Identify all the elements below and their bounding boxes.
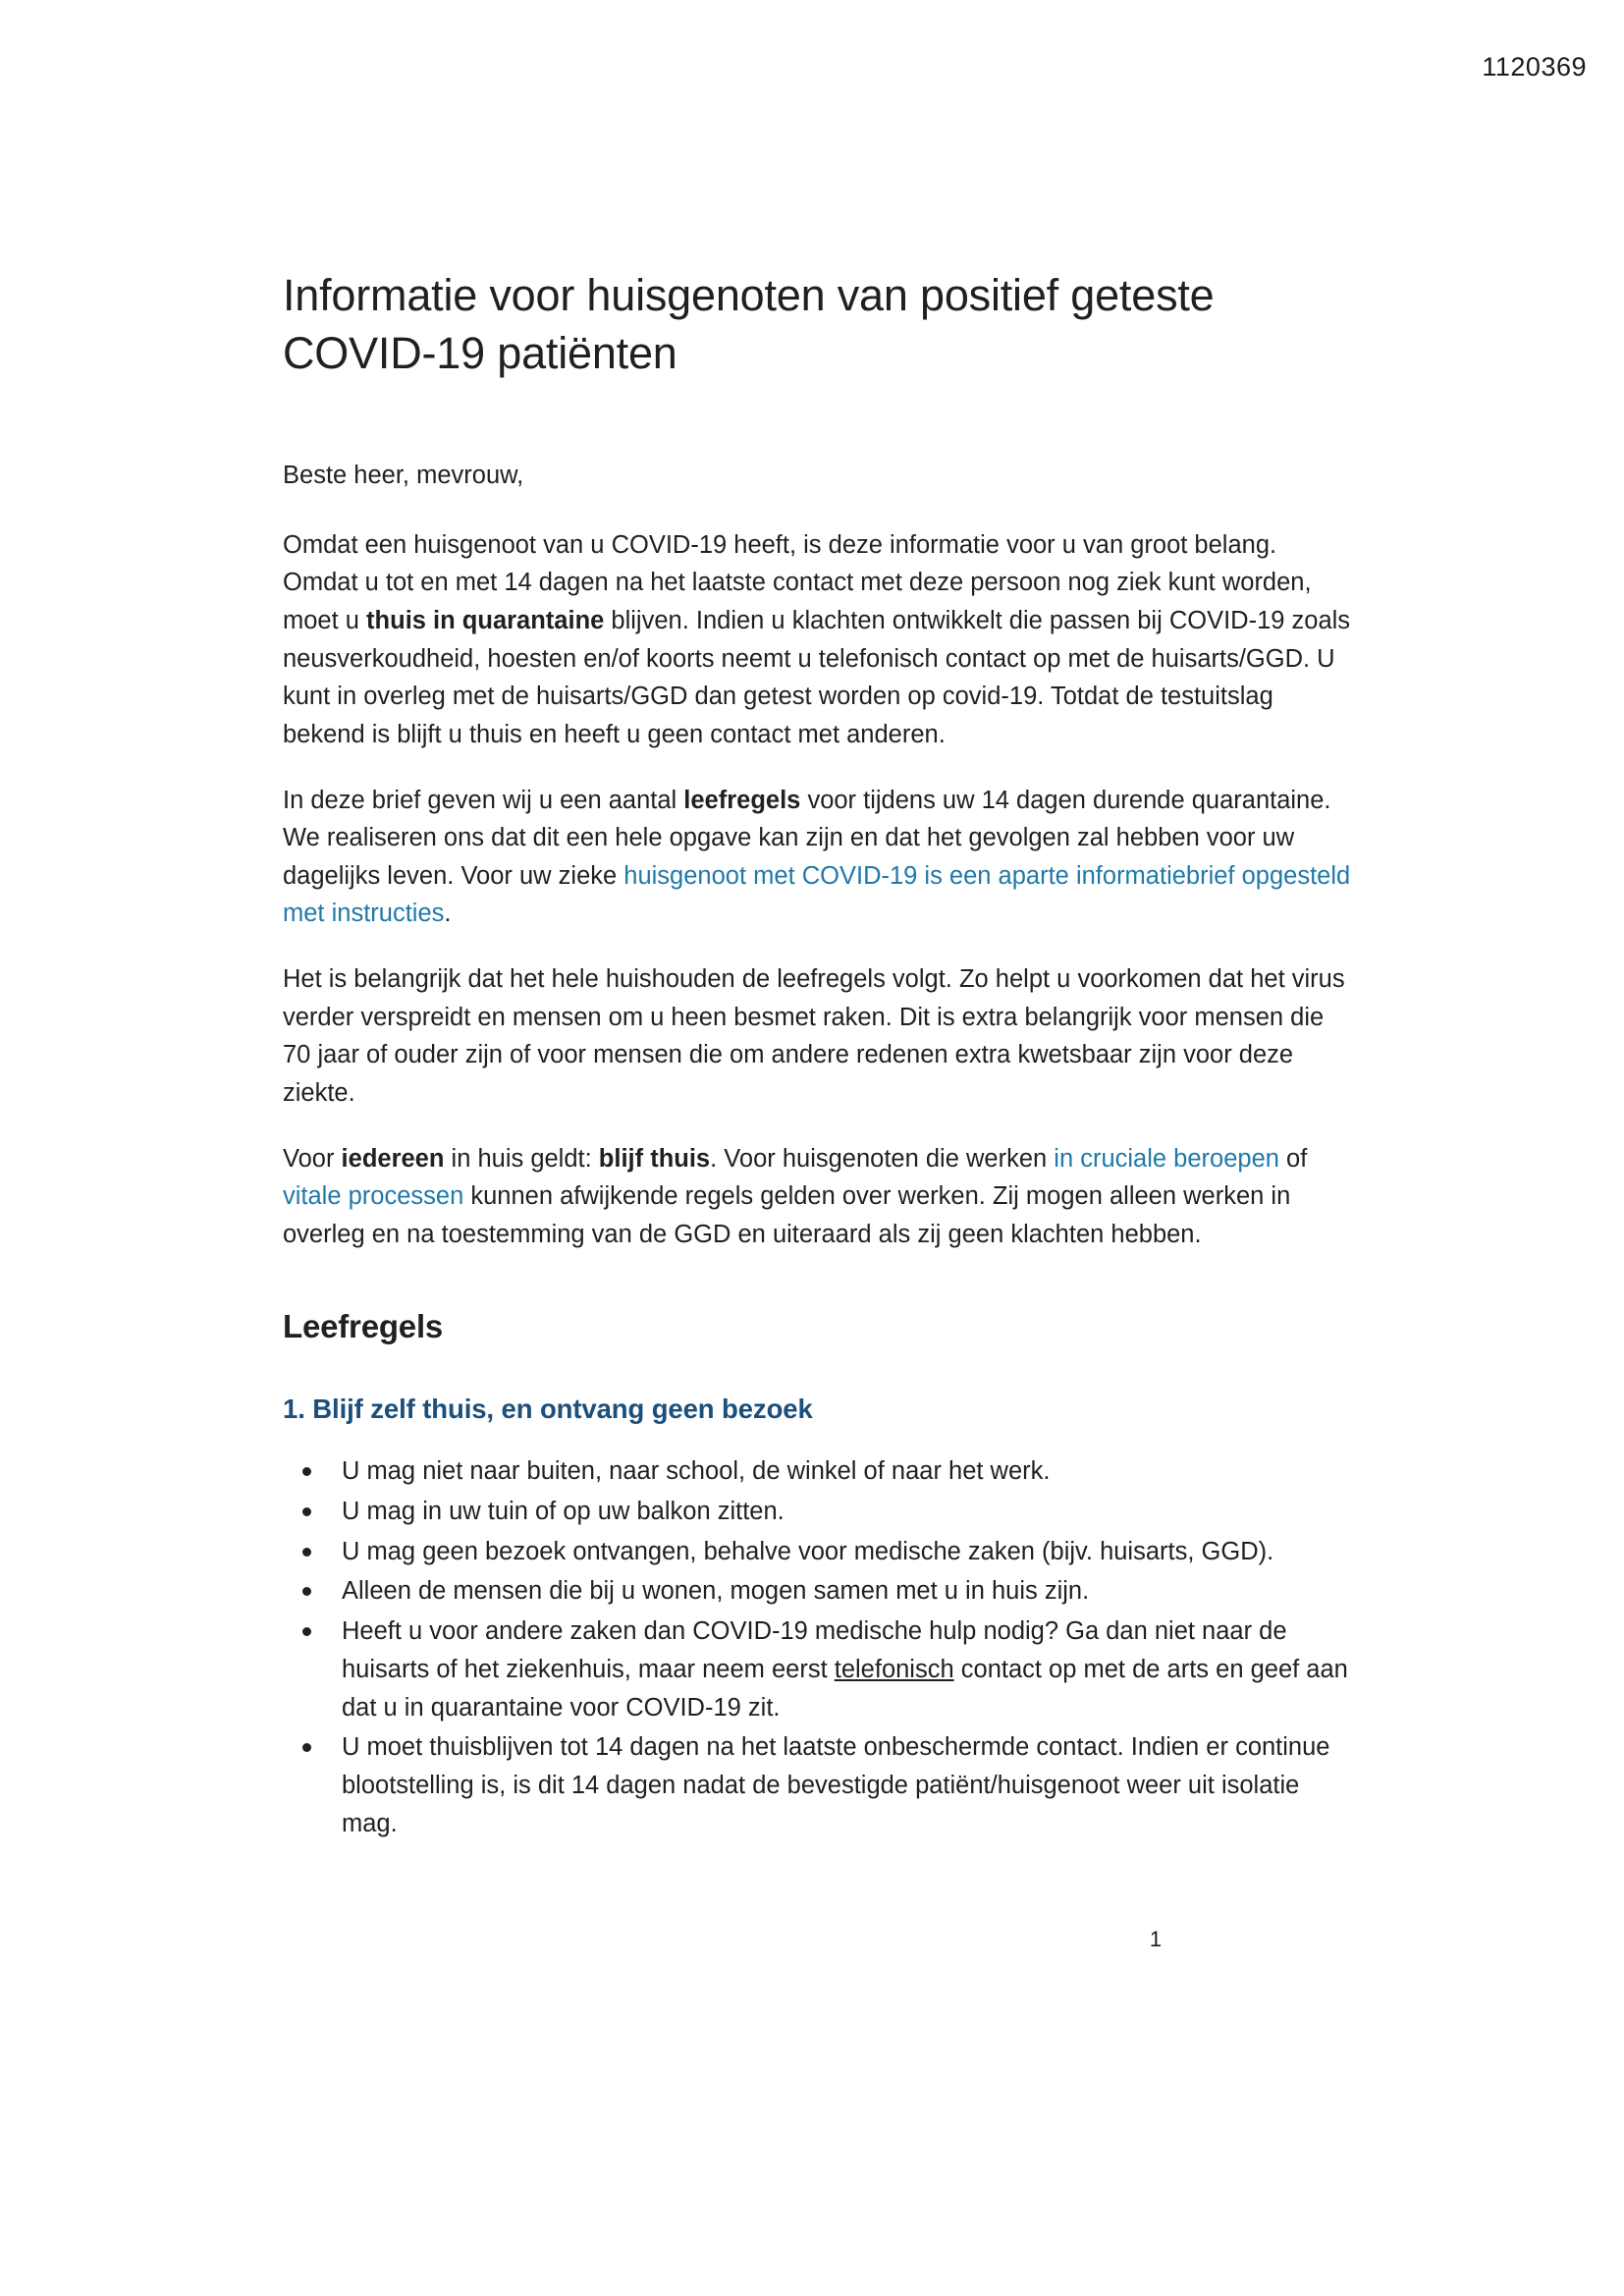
paragraph-1-part-a: Omdat een huisgenoot van u COVID-19 heeft, is deze informatie voor u van groot belang. Omdat u tot en met 14 dagen na het laatste contact met deze persoon nog ziek kunt worden, moet u [283,530,1312,634]
link-huisgenoot-informatiebrief[interactable]: huisgenoot met COVID-19 is een aparte informatiebrief opgesteld met instructies [283,861,1351,928]
paragraph-4-bold-blijf-thuis: blijf thuis [598,1144,711,1173]
page-number: 1 [1149,1927,1163,1951]
page-title: Informatie voor huisgenoten van positief geteste COVID-19 patiënten [283,270,1215,378]
bullet-icon [302,1587,311,1596]
underlined-telefonisch: telefonisch [834,1655,954,1683]
list-item [283,1613,1353,1726]
link-cruciale-beroepen[interactable]: in cruciale beroepen [1054,1144,1279,1173]
paragraph-2 [283,782,1353,934]
document-header-number: 1120369 [1482,52,1587,82]
list-item-text-part-a: Heeft u voor andere zaken dan COVID-19 medische hulp nodig? Ga dan niet naar de huisarts of het ziekenhuis, maar neem eerst [342,1617,1287,1683]
list-item [283,1493,1353,1531]
paragraph-4-part-a: Voor [283,1144,342,1173]
rule-heading-1: 1. Blijf zelf thuis, en ontvang geen bezoek [283,1394,813,1425]
paragraph-1-part-b: blijven. Indien u klachten ontwikkelt die passen bij COVID-19 zoals neusverkoudheid, hoesten en/of koorts neemt u telefonisch contact op met de huisarts/GGD. U kunt in overleg met de huisarts/GGD dan getest worden op covid-19. Totdat de testuitslag bekend is blijft u thuis en heeft u geen contact met anderen. [283,607,1351,748]
list-item [283,1533,1353,1571]
bullet-icon [302,1507,311,1516]
bullet-icon [302,1627,311,1636]
paragraph-4-part-d: of [1278,1144,1308,1173]
bullet-icon [302,1743,311,1752]
paragraph-1-bold-quarantaine: thuis in quarantaine [366,607,605,634]
paragraph-2-part-c: . [444,900,452,928]
paragraph-3-part-a: Het is belangrijk dat het hele huishouden de leefregels volgt. Zo helpt u voorkomen dat het virus verder verspreidt en mensen om u heen besmet raken. Dit is extra belangrijk voor mensen die 70 jaar of ouder zijn of voor mensen die om andere redenen extra kwetsbaar zijn voor deze ziekte. [283,965,1345,1107]
paragraph-3 [283,960,1353,1113]
document-content [283,267,1353,1845]
list-item [283,1728,1353,1842]
paragraph-2-bold-leefregels: leefregels [683,786,801,814]
paragraph-4-bold-iedereen: iedereen [341,1144,445,1173]
bullet-icon [302,1548,311,1557]
paragraph-4-part-b: in huis geldt: [444,1144,599,1173]
paragraph-4 [283,1140,1353,1254]
section-heading-leefregels: Leefregels [283,1308,444,1345]
link-vitale-processen[interactable]: vitale processen [283,1182,464,1211]
paragraph-4-part-c: . Voor huisgenoten die werken [710,1144,1055,1173]
list-item-text: U mag geen bezoek ontvangen, behalve voor medische zaken (bijv. huisarts, GGD). [342,1537,1274,1565]
paragraph-2-part-a: In deze brief geven wij u een aantal [283,786,684,814]
list-item-text: U mag in uw tuin of op uw balkon zitten. [342,1497,785,1525]
list-item-text-part-b: contact op met de arts en geef aan dat u in quarantaine voor COVID-19 zit. [342,1655,1348,1722]
list-item [283,1452,1353,1491]
paragraph-2-part-b: voor tijdens uw 14 dagen durende quarantaine. We realiseren ons dat dit een hele opgave kan zijn en dat het gevolgen zal hebben voor uw dagelijks leven. Voor uw zieke [283,786,1331,890]
paragraph-4-part-e: kunnen afwijkende regels gelden over werken. Zij mogen alleen werken in overleg en na toestemming van de GGD en uiteraard als zij geen klachten hebben. [283,1182,1291,1248]
list-item-text: U mag niet naar buiten, naar school, de winkel of naar het werk. [342,1457,1051,1486]
salutation-text: Beste heer, mevrouw, [283,462,524,489]
rule1-list [283,1452,1353,1843]
paragraph-1 [283,526,1353,754]
document-footer [0,1927,1624,1952]
list-item-text: U moet thuisblijven tot 14 dagen na het laatste onbeschermde contact. Indien er continue blootstelling is, is dit 14 dagen nadat de bevestigde patiënt/huisgenoot weer uit isolatie mag. [342,1733,1330,1837]
list-item [283,1572,1353,1611]
list-item-text: Alleen de mensen die bij u wonen, mogen samen met u in huis zijn. [342,1577,1090,1606]
bullet-icon [302,1467,311,1476]
